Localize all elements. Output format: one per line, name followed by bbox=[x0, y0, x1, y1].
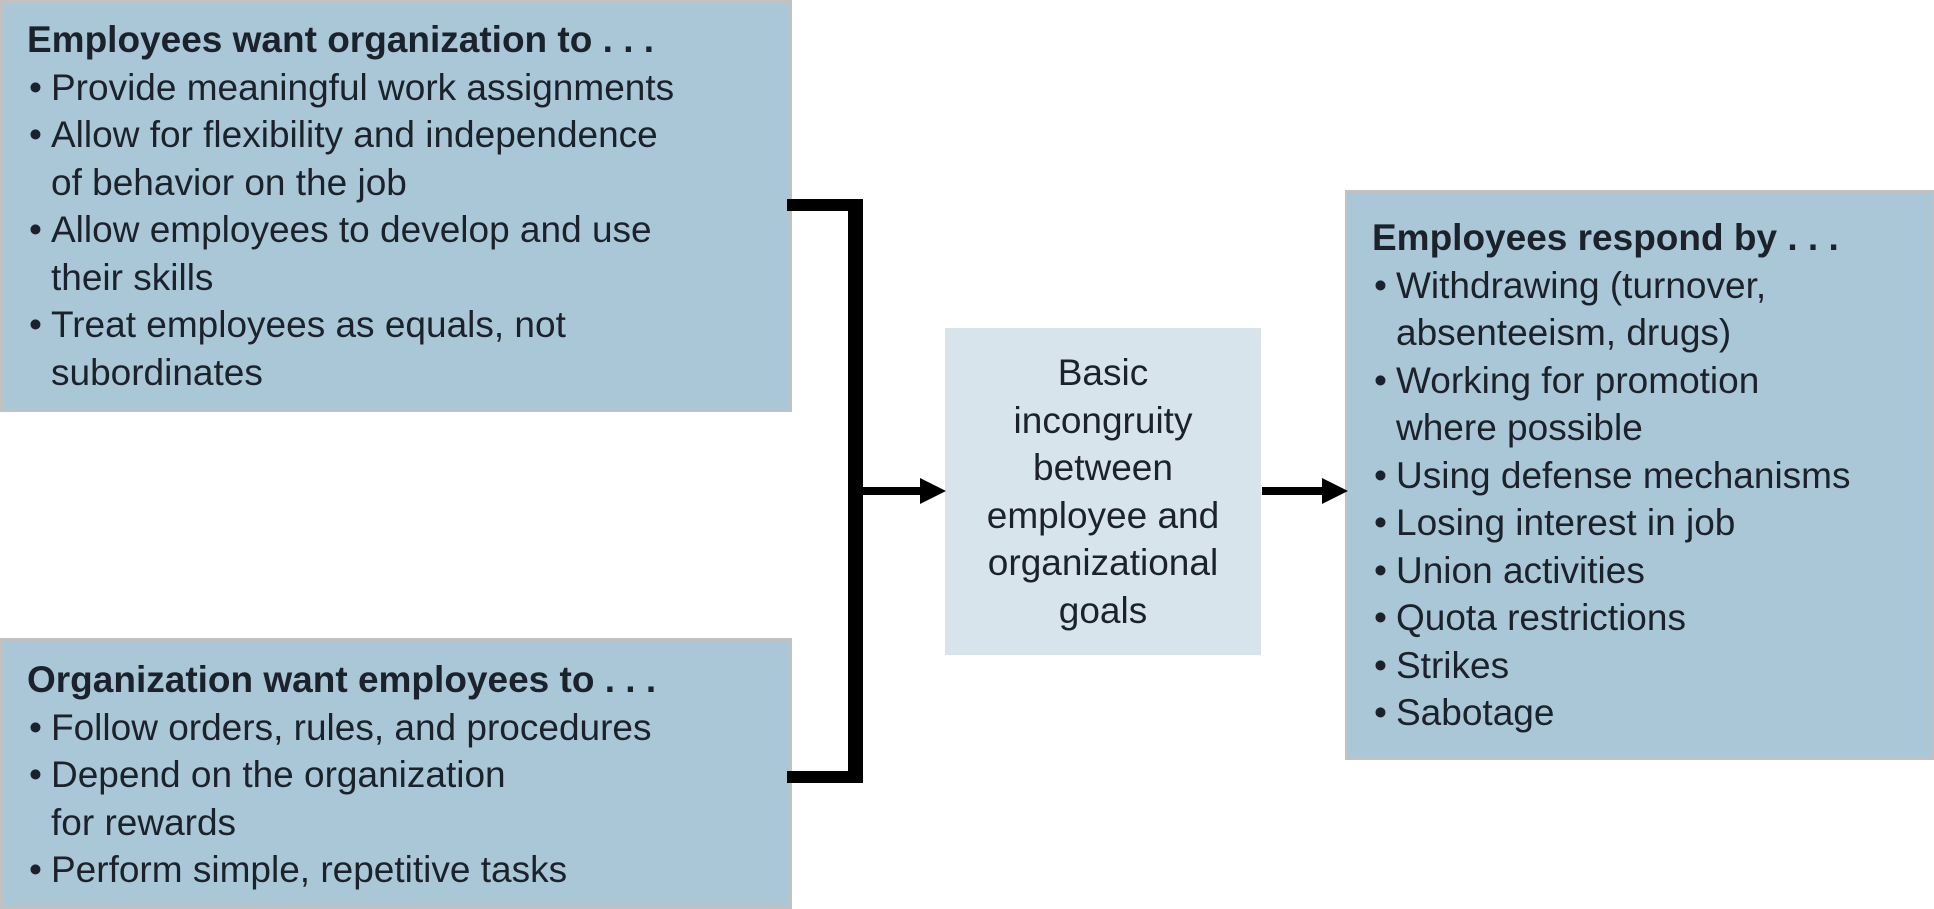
organization-want-box bbox=[0, 638, 792, 909]
incongruity-line: employee and bbox=[986, 494, 1220, 536]
bullet-icon: • bbox=[29, 754, 42, 795]
list-item bbox=[1348, 689, 1931, 737]
list-item-text: Allow employees to develop and use bbox=[51, 209, 652, 250]
employees-want-title: Employees want organization to . . . bbox=[27, 19, 655, 60]
bullet-icon: • bbox=[29, 706, 42, 748]
bullet-icon: • bbox=[1374, 454, 1387, 496]
list-item-text: Losing interest in job bbox=[1396, 502, 1736, 543]
list-item-text: their skills bbox=[51, 256, 214, 298]
arrow-right-icon bbox=[1322, 478, 1348, 504]
list-item-continuation bbox=[3, 254, 789, 302]
bullet-icon: • bbox=[1374, 264, 1387, 306]
list-item bbox=[1348, 357, 1931, 405]
list-item-text: Depend on the organization bbox=[51, 754, 506, 795]
list-item bbox=[1348, 642, 1931, 690]
list-item-text: absenteeism, drugs) bbox=[1396, 312, 1732, 353]
bullet-icon: • bbox=[1374, 692, 1387, 733]
bullet-icon: • bbox=[29, 66, 42, 108]
arrow-right-icon bbox=[920, 478, 946, 504]
incongruity-line: between bbox=[1033, 447, 1173, 488]
list-item-continuation bbox=[3, 159, 789, 207]
list-item bbox=[3, 111, 789, 159]
list-item-continuation bbox=[1348, 309, 1931, 357]
list-item-text: Withdrawing (turnover, bbox=[1396, 264, 1767, 306]
list-item bbox=[1348, 452, 1931, 500]
bullet-icon: • bbox=[29, 849, 42, 890]
list-item-text: Quota restrictions bbox=[1396, 597, 1686, 638]
incongruity-line: Basic bbox=[1057, 352, 1149, 393]
list-item bbox=[3, 301, 789, 349]
bullet-icon: • bbox=[1374, 644, 1387, 686]
arrow-to-incongruity-shaft bbox=[860, 487, 922, 495]
bullet-icon: • bbox=[1374, 549, 1387, 591]
list-item-text: Using defense mechanisms bbox=[1396, 454, 1851, 496]
employees-respond-title: Employees respond by . . . bbox=[1372, 217, 1839, 258]
list-item bbox=[3, 64, 789, 112]
list-item bbox=[3, 704, 789, 752]
list-item-text: Perform simple, repetitive tasks bbox=[51, 849, 568, 890]
bullet-icon: • bbox=[1374, 359, 1387, 401]
list-item-continuation bbox=[1348, 404, 1931, 452]
list-item-text: of behavior on the job bbox=[51, 161, 407, 203]
list-item-text: Treat employees as equals, not bbox=[51, 304, 566, 345]
list-item-text: Provide meaningful work assignments bbox=[51, 66, 675, 108]
list-item bbox=[3, 846, 789, 894]
bullet-icon: • bbox=[1374, 502, 1387, 543]
list-item bbox=[1348, 594, 1931, 642]
incongruity-line: organizational bbox=[987, 542, 1219, 583]
list-item-text: where possible bbox=[1396, 407, 1643, 448]
bullet-icon: • bbox=[29, 114, 42, 155]
organization-want-title: Organization want employees to . . . bbox=[27, 659, 657, 700]
bracket-bottom-line bbox=[787, 771, 863, 783]
incongruity-line: goals bbox=[1058, 589, 1148, 631]
list-item-text: Strikes bbox=[1396, 644, 1510, 686]
list-item bbox=[1348, 547, 1931, 595]
incongruity-line: incongruity bbox=[1013, 399, 1193, 441]
list-item bbox=[3, 206, 789, 254]
list-item bbox=[1348, 262, 1931, 310]
list-item bbox=[3, 751, 789, 799]
bullet-icon: • bbox=[29, 209, 42, 250]
bullet-icon: • bbox=[29, 304, 42, 345]
list-item-text: Allow for flexibility and independence bbox=[51, 114, 658, 155]
list-item-continuation bbox=[3, 349, 789, 397]
list-item-text: Sabotage bbox=[1396, 692, 1555, 733]
bullet-icon: • bbox=[1374, 597, 1387, 638]
arrow-to-respond-shaft bbox=[1262, 487, 1324, 495]
list-item bbox=[1348, 499, 1931, 547]
employees-respond-box bbox=[1345, 190, 1934, 760]
incongruity-box bbox=[945, 328, 1261, 655]
list-item-text: subordinates bbox=[51, 351, 263, 393]
list-item-text: Union activities bbox=[1396, 549, 1645, 591]
list-item-text: for rewards bbox=[51, 801, 237, 843]
list-item-continuation bbox=[3, 799, 789, 847]
list-item-text: Follow orders, rules, and procedures bbox=[51, 706, 652, 748]
list-item-text: Working for promotion bbox=[1396, 359, 1760, 401]
employees-want-box bbox=[0, 0, 792, 412]
